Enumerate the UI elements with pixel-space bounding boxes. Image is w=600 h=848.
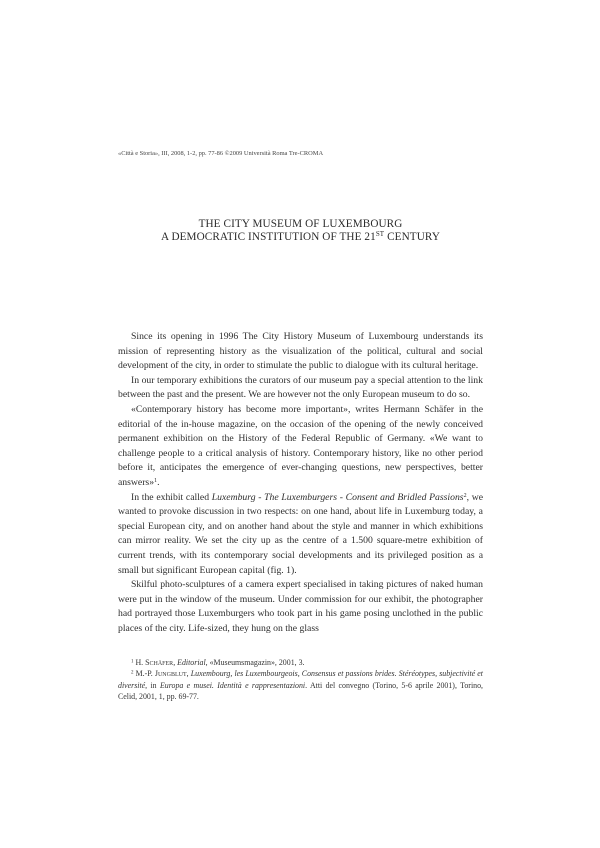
paragraph-3 bbox=[118, 403, 483, 491]
footnote-ref-1: 1 bbox=[154, 477, 158, 484]
title-line-2-text: A DEMOCRATIC INSTITUTION OF THE 21 bbox=[160, 231, 376, 243]
paragraph-4-start: In the exhibit called bbox=[131, 491, 212, 503]
footnote-2-in: , in bbox=[145, 680, 160, 690]
paragraph-3-end: . bbox=[157, 476, 160, 488]
footnote-1-number: 1 bbox=[131, 659, 134, 665]
article-body bbox=[118, 330, 483, 636]
paragraph-1: Since its opening in 1996 The City History Museum of Luxembourg understands its mission of representing history as the visualization of the political, cultural and social development of the city, in order to stimulate the public to dialogue with its cultural heritage. bbox=[118, 331, 483, 372]
footnote-2-title: Luxembourg, les Luxembourgeois, Consensus et passions brides. Stéréotypes, subjectivité et diversité bbox=[118, 669, 483, 690]
footnotes bbox=[118, 657, 483, 702]
journal-citation-header: «Città e Storia», III, 2008, 1-2, pp. 77-86 ©2009 Università Roma Tre-CROMA bbox=[118, 150, 324, 157]
article-title-line-1: THE CITY MUSEUM OF LUXEMBOURG bbox=[198, 218, 403, 230]
title-superscript: ST bbox=[375, 230, 385, 238]
paragraph-5: Skilful photo-sculptures of a camera expert specialised in taking pictures of naked human were put in the window of the museum. Under commission for our exhibit, the photographer had portrayed those Luxemburgers who took part in his game posing unclothed in the public places of the city. Life-sized, they hung on the glass bbox=[118, 579, 483, 634]
paragraph-3-text: «Contemporary history has become more important», writes Hermann Schäfer in the editorial of the in-house magazine, on the occasion of the opening of the newly conceived permanent exhibition on the History of the Federal Republic of Germany. «We want to challenge people to a critical analysis of history. Contemporary history, like no other period before it, anticipates the emergence of ever-changing questions, new perspectives, better answers» bbox=[118, 403, 483, 488]
exhibit-title: Luxemburg - The Luxemburgers - Consent and Bridled Passions bbox=[211, 491, 464, 503]
article-title-line-2 bbox=[118, 231, 483, 244]
footnote-ref-2: 2 bbox=[463, 492, 467, 499]
footnote-2-rest: . Atti del convegno (Torino, 5-6 aprile 2001), Torino, Celid, 2001, 1, pp. 69-77. bbox=[118, 680, 483, 701]
footnote-2-book: Europa e musei. Identità e rappresentazioni bbox=[159, 680, 306, 690]
footnote-2: $^2$ M.-P. Jungblut, Luxembourg, les Luxembourgeois, Consensus et passions brides. Stéréotypes, subjectivité et diversité, in Europa e musei. Identità e rappresentazioni. Atti del convegno (Torino, 5-6 aprile 2001), Torino, Celid, 2001, 1, pp. 69-77. bbox=[118, 669, 483, 701]
paragraph-4-rest: , we wanted to provoke discussion in two respects: on one hand, about life in Luxemburg today, a special European city, and on another hand about the style and manner in which exhibitions can mirror reality. We set the city up as the centre of a 1.500 square-metre exhibition of current trends, with its contemporary social developments and its privileged position as a small but significant European capital (fig. 1). bbox=[118, 491, 484, 576]
title-line-2-suffix: CENTURY bbox=[384, 231, 440, 243]
footnote-1: $^1$ H. Schäfer, Editorial, «Museumsmagazin», 2001, 3. bbox=[131, 658, 305, 667]
paragraph-4 bbox=[118, 491, 483, 579]
footnote-2-number: 2 bbox=[131, 670, 134, 676]
footnote-1-author: H. Schäfer bbox=[135, 658, 174, 667]
footnote-2-author: M.-P. Jungblut bbox=[135, 669, 187, 679]
footnote-1-rest: , «Museumsmagazin», 2001, 3. bbox=[205, 658, 305, 667]
footnote-1-title: Editorial bbox=[177, 658, 206, 667]
paragraph-2: In our temporary exhibitions the curators of our museum pay a special attention to the link between the past and the present. We are however not the only European museum to do so. bbox=[118, 374, 483, 401]
